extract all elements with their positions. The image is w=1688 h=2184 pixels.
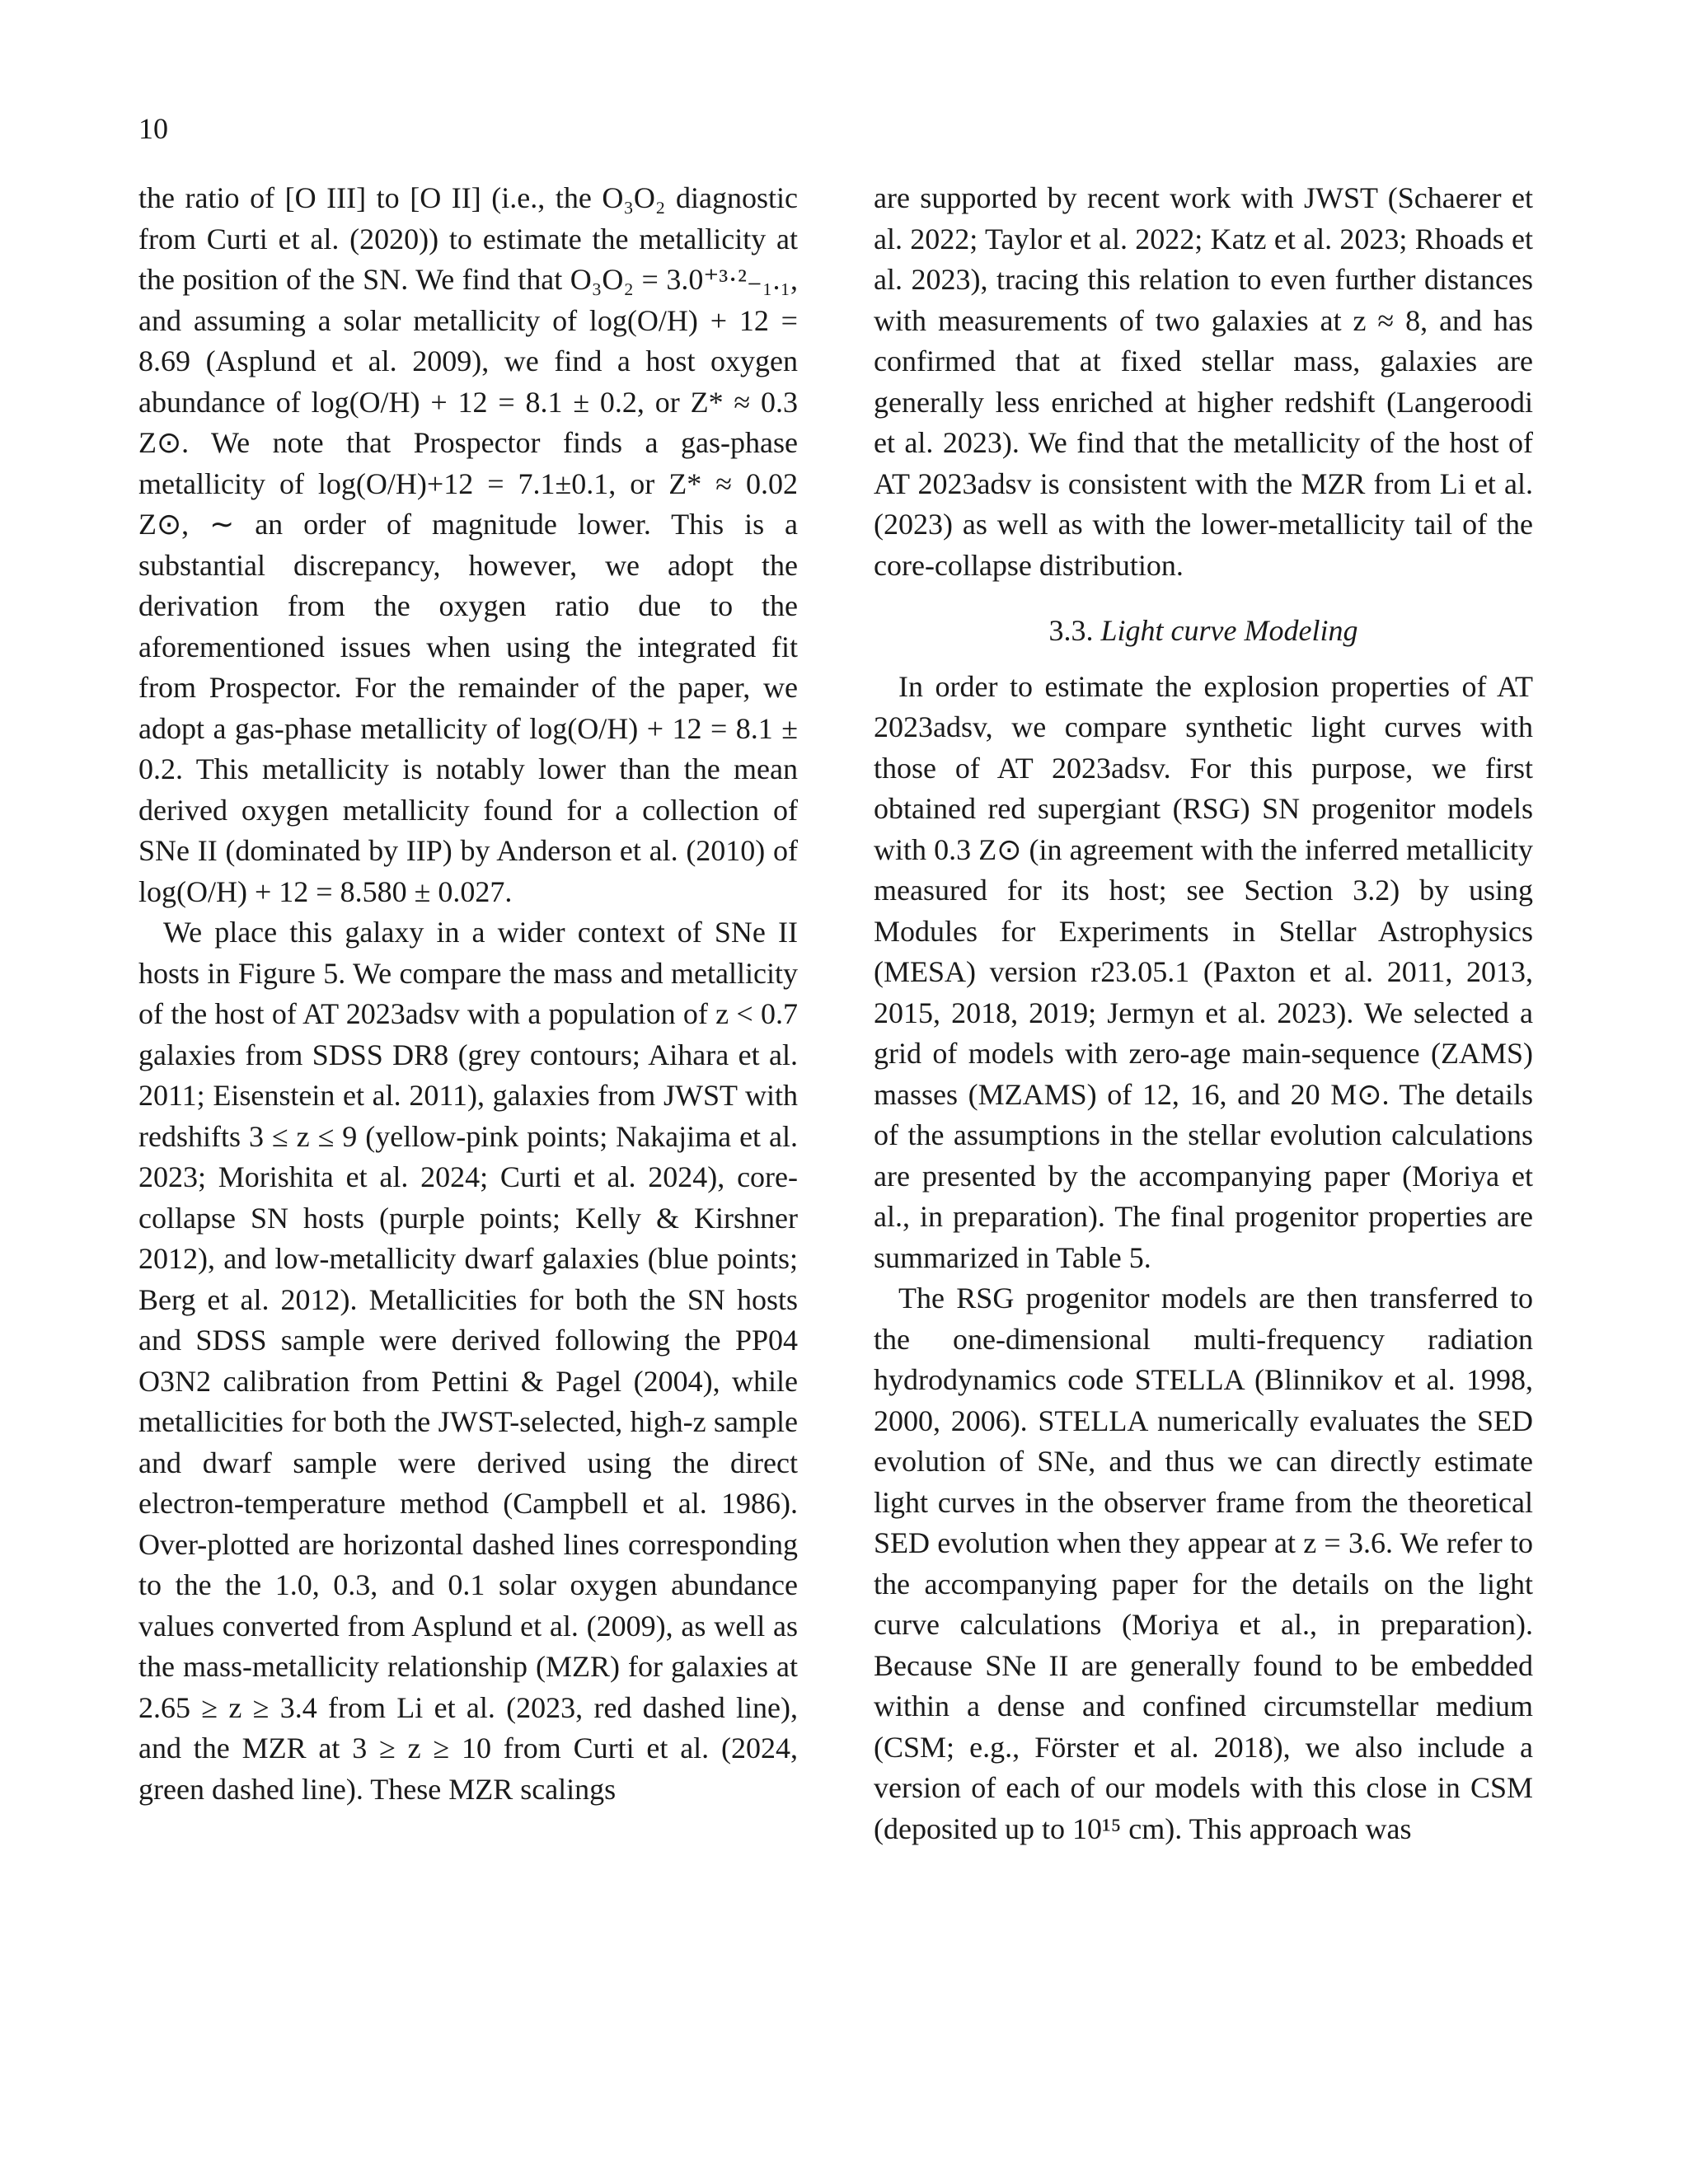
- section-heading: [874, 611, 1533, 652]
- left-column: [138, 178, 798, 1810]
- paragraph-stella: The RSG progenitor models are then transferred to the one-dimensional multi-frequency radiation hydrodynamics code STELLA (Blinnikov et al. 1998, 2000, 2006). STELLA numerically evaluates the SED evolution of SNe, and thus we can directly estimate light curves in the observer frame from the theoretical SED evolution when they appear at z = 3.6. We refer to the accompanying paper for the details on the light curve calculations (Moriya et al., in preparation). Because SNe II are generally found to be embedded within a dense and confined circumstellar medium (CSM; e.g., Förster et al. 2018), we also include a version of each of our models with this close in CSM (deposited up to 10¹⁵ cm). This approach was: [874, 1282, 1533, 1845]
- section-number: 3.3.: [1048, 614, 1094, 647]
- paragraph-metallicity: the ratio of [O III] to [O II] (i.e., the O₃O₂ diagnostic from Curti et al. (2020)) to estimate the metallicity at the position of the SN. We find that O₃O₂ = 3.0⁺³·²₋₁.₁, and assuming a solar metallicity of log(O/H) + 12 = 8.69 (Asplund et al. 2009), we find a host oxygen abundance of log(O/H) + 12 = 8.1 ± 0.2, or Z* ≈ 0.3 Z⊙. We note that Prospector finds a gas-phase metallicity of log(O/H)+12 = 7.1±0.1, or Z* ≈ 0.02 Z⊙, ∼ an order of magnitude lower. This is a substantial discrepancy, however, we adopt the derivation from the oxygen ratio due to the aforementioned issues when using the integrated fit from Prospector. For the remainder of the paper, we adopt a gas-phase metallicity of log(O/H) + 12 = 8.1 ± 0.2. This metallicity is notably lower than the mean derived oxygen metallicity found for a collection of SNe II (dominated by IIP) by Anderson et al. (2010) of log(O/H) + 12 = 8.580 ± 0.027.: [138, 181, 798, 908]
- paragraph-mzr-continuation: are supported by recent work with JWST (Schaerer et al. 2022; Taylor et al. 2022; Katz et al. 2023; Rhoads et al. 2023), tracing this relation to even further distances with measurements of two galaxies at z ≈ 8, and has confirmed that at fixed stellar mass, galaxies are generally less enriched at higher redshift (Langeroodi et al. 2023). We find that the metallicity of the host of AT 2023adsv is consistent with the MZR from Li et al. (2023) as well as with the lower-metallicity tail of the core-collapse distribution.: [874, 181, 1533, 582]
- section-title: Light curve Modeling: [1100, 614, 1358, 647]
- paragraph-progenitor-models: In order to estimate the explosion properties of AT 2023adsv, we compare synthetic light curves with those of AT 2023adsv. For this purpose, we first obtained red supergiant (RSG) SN progenitor models with 0.3 Z⊙ (in agreement with the inferred metallicity measured for its host; see Section 3.2) by using Modules for Experiments in Stellar Astrophysics (MESA) version r23.05.1 (Paxton et al. 2011, 2013, 2015, 2018, 2019; Jermyn et al. 2023). We selected a grid of models with zero-age main-sequence (ZAMS) masses (MZAMS) of 12, 16, and 20 M⊙. The details of the assumptions in the stellar evolution calculations are presented by the accompanying paper (Moriya et al., in preparation). The final progenitor properties are summarized in Table 5.: [874, 669, 1533, 1274]
- right-column: [874, 178, 1533, 1849]
- paragraph-galaxy-context: We place this galaxy in a wider context of SNe II hosts in Figure 5. We compare the mass and metallicity of the host of AT 2023adsv with a population of z < 0.7 galaxies from SDSS DR8 (grey contours; Aihara et al. 2011; Eisenstein et al. 2011), galaxies from JWST with redshifts 3 ≤ z ≤ 9 (yellow-pink points; Nakajima et al. 2023; Morishita et al. 2024; Curti et al. 2024), core-collapse SN hosts (purple points; Kelly & Kirshner 2012), and low-metallicity dwarf galaxies (blue points; Berg et al. 2012). Metallicities for both the SN hosts and SDSS sample were derived following the PP04 O3N2 calibration from Pettini & Pagel (2004), while metallicities for both the JWST-selected, high-z sample and dwarf sample were derived using the direct electron-temperature method (Campbell et al. 1986). Over-plotted are horizontal dashed lines corresponding to the the 1.0, 0.3, and 0.1 solar oxygen abundance values converted from Asplund et al. (2009), as well as the mass-metallicity relationship (MZR) for galaxies at 2.65 ≥ z ≥ 3.4 from Li et al. (2023, red dashed line), and the MZR at 3 ≥ z ≥ 10 from Curti et al. (2024, green dashed line). These MZR scalings: [138, 916, 798, 1806]
- page-number: 10: [138, 112, 168, 145]
